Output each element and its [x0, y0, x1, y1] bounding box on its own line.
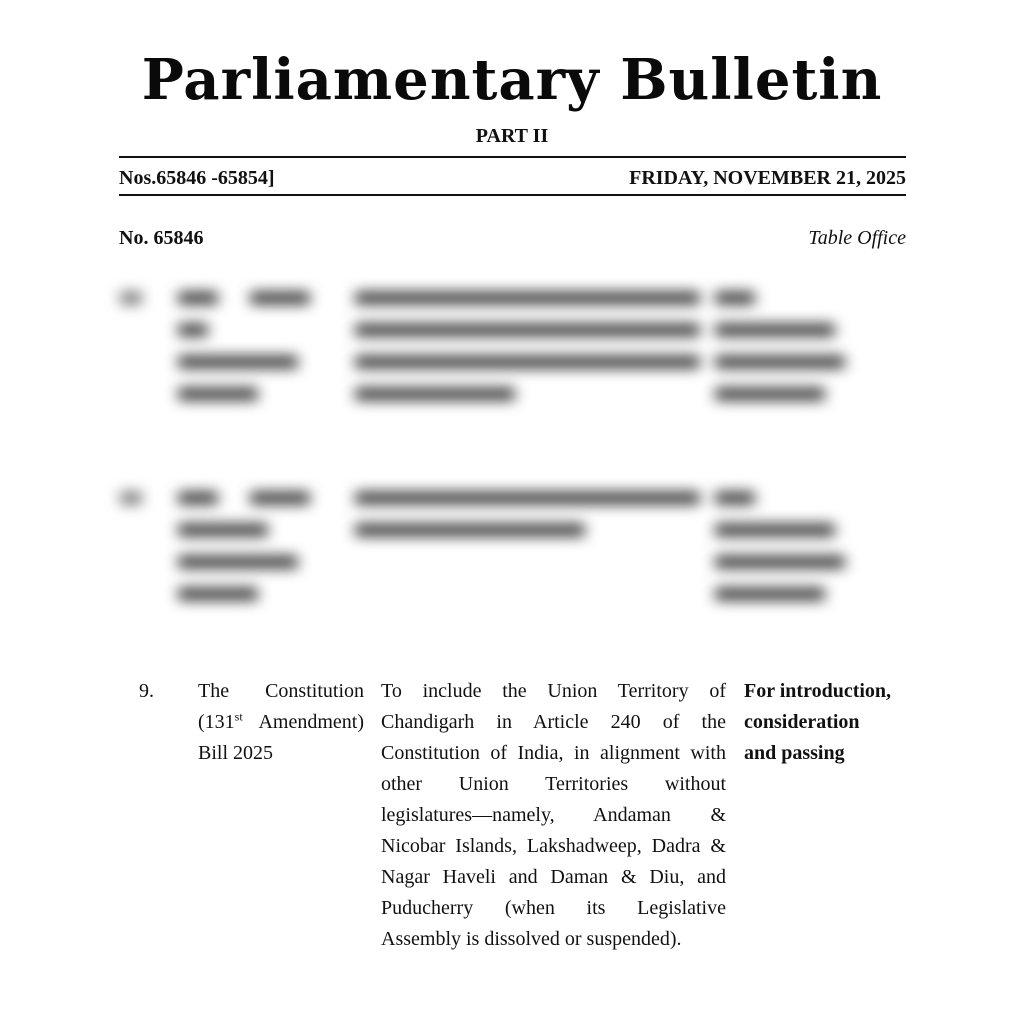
item-serial: 9. — [139, 680, 154, 702]
part-label: PART II — [475, 125, 549, 147]
redacted-entry — [110, 478, 850, 618]
bulletin-number: No. 65846 — [119, 227, 204, 249]
item-title-text-end: Amendment) Bill 2025 — [198, 711, 364, 764]
item-title — [198, 676, 364, 769]
top-rule — [119, 156, 906, 158]
bottom-rule — [119, 194, 906, 196]
redacted-entry — [110, 278, 850, 418]
masthead-title: Parliamentary Bulletin — [141, 47, 883, 113]
office-name: Table Office — [808, 227, 906, 249]
bulletin-numbers: Nos.65846 -65854] — [119, 167, 275, 189]
item-description: To include the Union Territory of Chandigarh in Article 240 of the Constitution of India, in alignment with other Union Territories without legislatures—namely, Andaman & Nicobar Islands, Lakshadweep, Dadra & Nagar Haveli and Daman & Diu, and Puducherry (when its Legislative Assembly is dissolved or suspended). — [381, 680, 726, 950]
item-title-text: The Constitution (131 — [198, 680, 364, 733]
item-title-ordinal: st — [234, 709, 243, 724]
item-status: For introduction, consideration and passing — [744, 680, 892, 764]
bulletin-date: FRIDAY, NOVEMBER 21, 2025 — [629, 167, 906, 189]
